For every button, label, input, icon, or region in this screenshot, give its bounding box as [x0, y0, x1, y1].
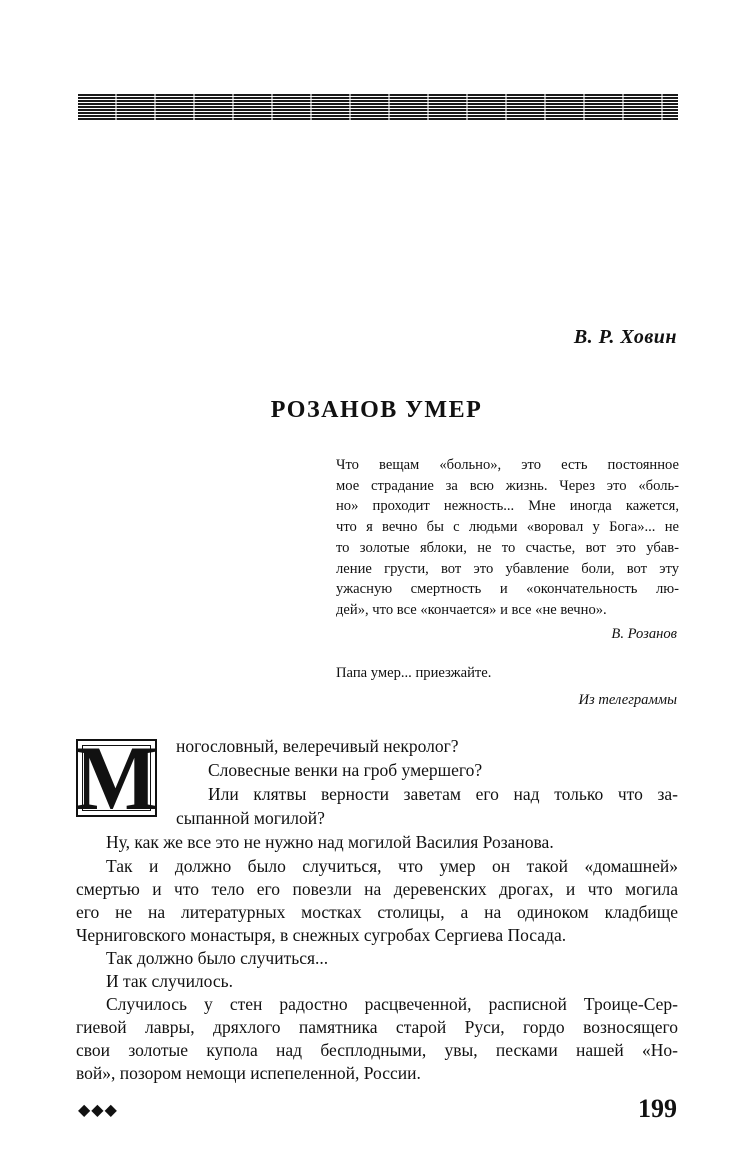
body-line: Случилось у стен радостно расцвеченной, расписной Троице-Сер- — [106, 994, 678, 1014]
article-title: РОЗАНОВ УМЕР — [270, 397, 483, 423]
body-line: Словесные венки на гроб умершего? — [208, 760, 483, 780]
body-line: гиевой лавры, дряхлого памятника старой Руси, гордо возносящего — [76, 1017, 678, 1037]
epigraph2-text: Папа умер... приезжайте. — [336, 665, 492, 681]
epigraph — [336, 455, 679, 621]
body-line: Черниговского монастыря, в снежных сугробах Сергиева Посада. — [76, 925, 567, 945]
body-line: сыпанной могилой? — [176, 808, 325, 828]
author-name: В. Р. Ховин — [573, 326, 677, 348]
epigraph-line: Что вещам «больно», это есть постоянное — [336, 457, 679, 473]
header-ornament-band — [78, 94, 678, 121]
body-line: Или клятвы верности заветам его над только что за- — [208, 784, 678, 804]
body-line: вой», позором немощи испепеленной, России. — [76, 1063, 421, 1083]
body-line: его не на литературных мостках столицы, а на одиноком кладбище — [76, 902, 678, 922]
epigraph-line: что я вечно бы с людьми «воровал у Бога»... не — [336, 519, 679, 536]
body-line: смертью и что тело его повезли на деревенских дрогах, и что могила — [76, 879, 678, 899]
body-line: И так случилось. — [106, 971, 233, 991]
epigraph-signature: В. Розанов — [611, 626, 677, 642]
page-number: 199 — [638, 1094, 677, 1123]
drop-cap — [75, 727, 158, 829]
epigraph2-signature: Из телеграммы — [578, 692, 677, 708]
body-line: Так и должно было случиться, что умер он такой «домашней» — [106, 856, 678, 876]
body-line: Так должно было случиться... — [106, 948, 329, 968]
epigraph-line: то золотые яблоки, не то счастье, вот это убав- — [336, 539, 679, 556]
body-line: свои золотые купола над бесплодными, увы, песками нашей «Но- — [76, 1040, 678, 1060]
body-line: Ну, как же все это не нужно над могилой Василия Розанова. — [106, 832, 554, 852]
epigraph-line: мое страдание за всю жизнь. Через это «боль- — [336, 477, 679, 494]
epigraph-line: ужасную смертность и «окончательность лю- — [336, 581, 679, 598]
epigraph-line: но» проходит нежность... Мне иногда кажется, — [336, 498, 679, 515]
footer-ornament: ◆◆◆ — [78, 1102, 118, 1119]
epigraph-line: ление грусти, вот это убавление боли, вот эту — [336, 560, 679, 577]
epigraph-line: дей», что все «кончается» и все «не вечно». — [336, 601, 607, 618]
drop-cap-letter: М — [75, 727, 158, 829]
body-line: ногословный, велеречивый некролог? — [176, 736, 459, 756]
